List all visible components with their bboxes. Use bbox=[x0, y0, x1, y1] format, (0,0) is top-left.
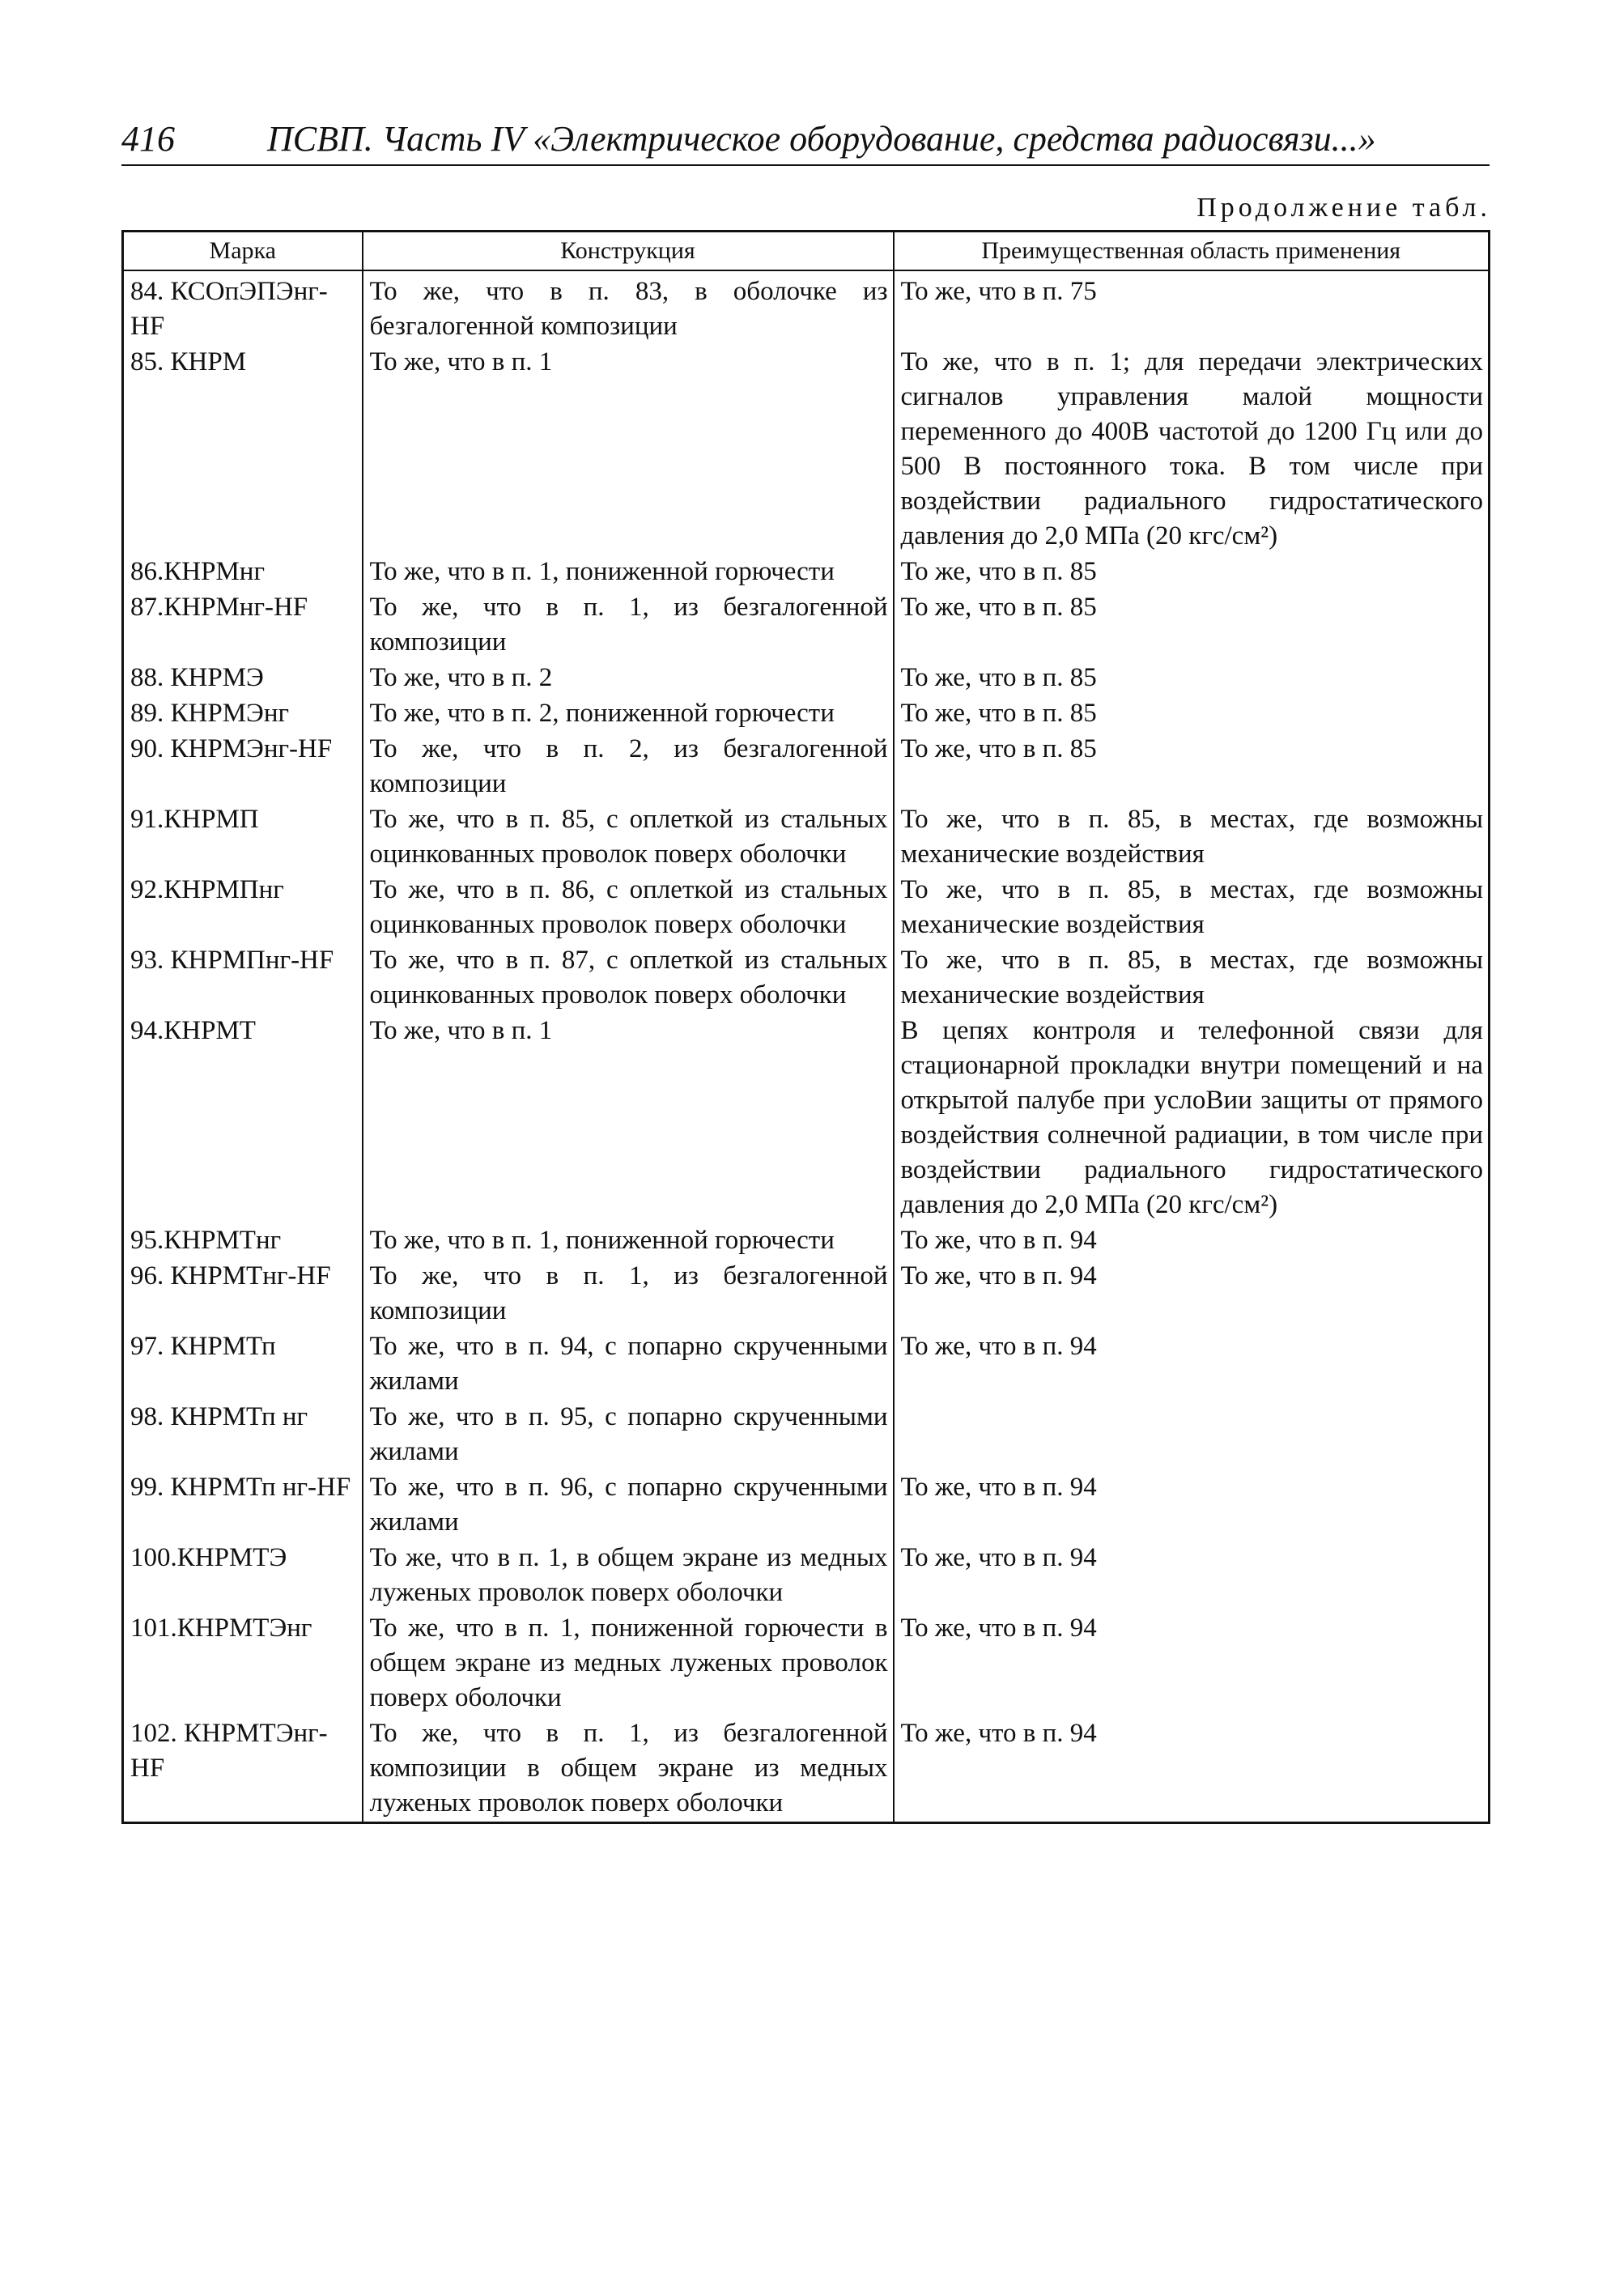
table-row bbox=[123, 1611, 1490, 1716]
table-row bbox=[123, 590, 1490, 661]
cell-application: То же, что в п. 85, в местах, где возможны механические воздействия bbox=[894, 873, 1490, 943]
table-row bbox=[123, 1400, 1490, 1470]
cell-mark: 92.КНРМПнг bbox=[123, 873, 363, 943]
table-row bbox=[123, 1470, 1490, 1541]
cell-construction: То же, что в п. 83, в оболочке из безгалогенной композиции bbox=[363, 270, 894, 345]
cell-application: То же, что в п. 75 bbox=[894, 270, 1490, 345]
cell-application bbox=[894, 1400, 1490, 1470]
table-row bbox=[123, 732, 1490, 802]
cell-application: То же, что в п. 85 bbox=[894, 661, 1490, 696]
cell-construction: То же, что в п. 1, пониженной горючести bbox=[363, 1223, 894, 1259]
cell-mark: 100.КНРМТЭ bbox=[123, 1541, 363, 1611]
column-header-construction: Конструкция bbox=[363, 232, 894, 271]
page-header bbox=[121, 118, 1490, 166]
cell-construction: То же, что в п. 86, с оплеткой из стальных оцинкованных проволок поверх оболочки bbox=[363, 873, 894, 943]
cell-application: То же, что в п. 85 bbox=[894, 732, 1490, 802]
cell-mark: 87.КНРМнг-HF bbox=[123, 590, 363, 661]
cell-construction: То же, что в п. 1 bbox=[363, 1014, 894, 1223]
table-row bbox=[123, 1259, 1490, 1329]
cell-application: То же, что в п. 85, в местах, где возможны механические воздействия bbox=[894, 943, 1490, 1014]
table-row bbox=[123, 873, 1490, 943]
cell-construction: То же, что в п. 2 bbox=[363, 661, 894, 696]
cell-mark: 85. КНРМ bbox=[123, 345, 363, 555]
cell-mark: 98. КНРМТп нг bbox=[123, 1400, 363, 1470]
cell-construction: То же, что в п. 1, из безгалогенной композиции bbox=[363, 590, 894, 661]
table-row bbox=[123, 696, 1490, 732]
cell-application: То же, что в п. 85 bbox=[894, 590, 1490, 661]
cable-table bbox=[121, 230, 1488, 1824]
cell-construction: То же, что в п. 2, из безгалогенной композиции bbox=[363, 732, 894, 802]
cell-construction: То же, что в п. 1, пониженной горючести bbox=[363, 555, 894, 590]
cell-application: То же, что в п. 94 bbox=[894, 1611, 1490, 1716]
cell-application: То же, что в п. 85 bbox=[894, 555, 1490, 590]
cell-construction: То же, что в п. 85, с оплеткой из стальных оцинкованных проволок поверх оболочки bbox=[363, 802, 894, 873]
table-row bbox=[123, 1329, 1490, 1400]
cell-application: То же, что в п. 94 bbox=[894, 1541, 1490, 1611]
table-row bbox=[123, 270, 1490, 345]
cell-mark: 95.КНРМТнг bbox=[123, 1223, 363, 1259]
cell-application: То же, что в п. 85, в местах, где возможны механические воздействия bbox=[894, 802, 1490, 873]
cell-mark: 91.КНРМП bbox=[123, 802, 363, 873]
cell-application: То же, что в п. 94 bbox=[894, 1716, 1490, 1823]
table-row bbox=[123, 943, 1490, 1014]
cell-mark: 97. КНРМТп bbox=[123, 1329, 363, 1400]
table-row bbox=[123, 345, 1490, 555]
cell-application: То же, что в п. 94 bbox=[894, 1470, 1490, 1541]
cell-application: То же, что в п. 1; для передачи электрических сигналов управления малой мощности переменного до 400В частотой до 1200 Гц или до 500 В постоянного тока. В том числе при воздействии радиального гидростатического давления до 2,0 МПа (20 кгс/см²) bbox=[894, 345, 1490, 555]
cell-construction: То же, что в п. 1, в общем экране из медных луженых проволок поверх оболочки bbox=[363, 1541, 894, 1611]
cell-construction: То же, что в п. 2, пониженной горючести bbox=[363, 696, 894, 732]
running-title: ПСВП. Часть IV «Электрическое оборудование, средства радиосвязи...» bbox=[267, 119, 1376, 159]
table-continuation-label: Продолжение табл. bbox=[1196, 193, 1491, 223]
table-row bbox=[123, 1716, 1490, 1823]
cell-construction: То же, что в п. 1 bbox=[363, 345, 894, 555]
cell-mark: 94.КНРМТ bbox=[123, 1014, 363, 1223]
cell-construction: То же, что в п. 87, с оплеткой из стальных оцинкованных проволок поверх оболочки bbox=[363, 943, 894, 1014]
cell-mark: 99. КНРМТп нг-HF bbox=[123, 1470, 363, 1541]
table-row bbox=[123, 555, 1490, 590]
cell-mark: 89. КНРМЭнг bbox=[123, 696, 363, 732]
column-header-application: Преимущественная область применения bbox=[894, 232, 1490, 271]
cell-construction: То же, что в п. 1, из безгалогенной композиции bbox=[363, 1259, 894, 1329]
cell-application: То же, что в п. 94 bbox=[894, 1259, 1490, 1329]
table-header-row bbox=[123, 232, 1490, 271]
cell-construction: То же, что в п. 95, с попарно скрученными жилами bbox=[363, 1400, 894, 1470]
cell-application: То же, что в п. 94 bbox=[894, 1223, 1490, 1259]
table-row bbox=[123, 1014, 1490, 1223]
cell-application: То же, что в п. 94 bbox=[894, 1329, 1490, 1400]
table-row bbox=[123, 802, 1490, 873]
cell-application: То же, что в п. 85 bbox=[894, 696, 1490, 732]
table-row bbox=[123, 1541, 1490, 1611]
cell-mark: 90. КНРМЭнг-HF bbox=[123, 732, 363, 802]
cell-mark: 96. КНРМТнг-HF bbox=[123, 1259, 363, 1329]
cell-construction: То же, что в п. 1, из безгалогенной композиции в общем экране из медных луженых проволок поверх оболочки bbox=[363, 1716, 894, 1823]
cell-construction: То же, что в п. 1, пониженной горючести в общем экране из медных луженых проволок поверх оболочки bbox=[363, 1611, 894, 1716]
cell-mark: 86.КНРМнг bbox=[123, 555, 363, 590]
cell-application: В цепях контроля и телефонной связи для стационарной прокладки внутри помещений и на открытой палубе при услоВии защиты от прямого воздействия солнечной радиации, в том числе при воздействии радиального гидростатического давления до 2,0 МПа (20 кгс/см²) bbox=[894, 1014, 1490, 1223]
table-row bbox=[123, 1223, 1490, 1259]
cell-construction: То же, что в п. 96, с попарно скрученными жилами bbox=[363, 1470, 894, 1541]
page-number: 416 bbox=[121, 119, 175, 159]
cell-mark: 88. КНРМЭ bbox=[123, 661, 363, 696]
cell-mark: 101.КНРМТЭнг bbox=[123, 1611, 363, 1716]
cell-construction: То же, что в п. 94, с попарно скрученными жилами bbox=[363, 1329, 894, 1400]
column-header-mark: Марка bbox=[123, 232, 363, 271]
table-row bbox=[123, 661, 1490, 696]
cell-mark: 102. КНРМТЭнг-HF bbox=[123, 1716, 363, 1823]
cell-mark: 93. КНРМПнг-HF bbox=[123, 943, 363, 1014]
cell-mark: 84. КСОпЭПЭнг-HF bbox=[123, 270, 363, 345]
